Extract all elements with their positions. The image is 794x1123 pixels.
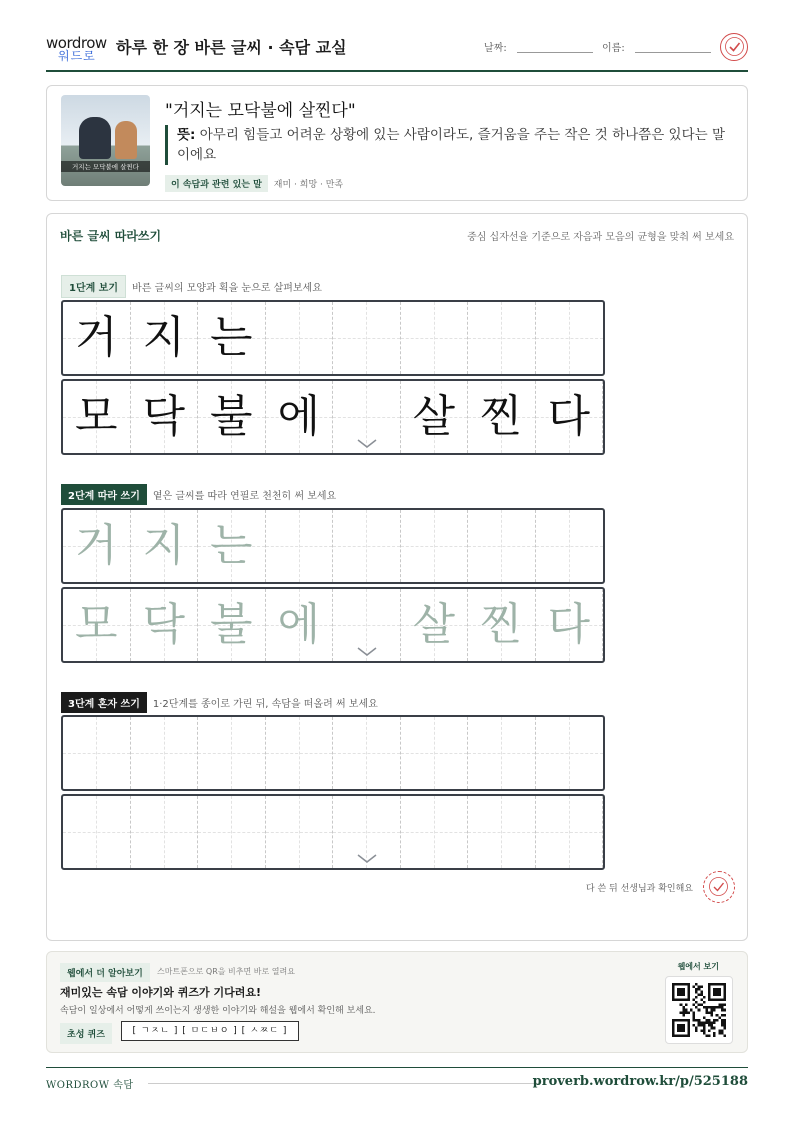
- proverb-illustration: [61, 95, 150, 186]
- grid-cell: [63, 717, 131, 789]
- proverb-title: "거지는 모닥불에 살찐다": [165, 101, 356, 121]
- web-description: 속담이 일상에서 어떻게 쓰이는지 생생한 이야기와 해설을 웹에서 확인해 보세요.: [60, 1006, 376, 1016]
- grid-char: 살: [412, 599, 455, 650]
- step-1-desc: 바른 글씨의 모양과 획을 눈으로 살펴보세요: [132, 283, 322, 294]
- page-header: [46, 30, 748, 72]
- grid-cell: [536, 510, 604, 582]
- check-stamp-icon: [720, 33, 748, 61]
- initial-quiz-answer: [ ㄱㅈㄴ ] [ ㅁㄷㅂㅇ ] [ ㅅㅉㄷ ]: [121, 1021, 299, 1041]
- web-headline: 재미있는 속담 이야기와 퀴즈가 기다려요!: [60, 986, 261, 999]
- grid-cell: [63, 510, 131, 582]
- grid-cell: [131, 589, 199, 661]
- step-1-header: [61, 275, 322, 298]
- grid-char: 는: [209, 520, 253, 571]
- step-1-line-1: [61, 300, 605, 376]
- proverb-meaning: [165, 125, 725, 165]
- step-2-tag: 2단계 따라 쓰기: [61, 484, 147, 505]
- grid-cell: [63, 381, 131, 453]
- grid-char: 닥: [142, 391, 185, 442]
- grid-cell: [131, 796, 199, 868]
- name-blank[interactable]: [635, 43, 711, 53]
- step-1-tag: 1단계 보기: [61, 275, 126, 298]
- grid-cell: [63, 589, 131, 661]
- grid-cell: [468, 302, 536, 374]
- name-label: 이름:: [602, 43, 625, 54]
- grid-cell: [198, 510, 266, 582]
- grid-char: 다: [547, 599, 590, 650]
- grid-cell: [468, 589, 536, 661]
- step-3-desc: 1·2단계를 종이로 가린 뒤, 속담을 떠올려 써 보세요: [152, 699, 378, 710]
- grid-char: 거: [74, 520, 118, 571]
- practice-hint: 중심 십자선을 기준으로 자음과 모음의 균형을 맞춰 써 보세요: [467, 232, 734, 243]
- fire-figure-icon: [115, 121, 137, 159]
- grid-cell: [266, 589, 334, 661]
- good-job-stamp-icon: [703, 871, 735, 903]
- qr-hint: 스마트폰으로 QR을 비추면 바로 열려요: [157, 967, 295, 976]
- grid-char: 불: [209, 391, 253, 442]
- grid-char: 살: [412, 391, 455, 442]
- grid-cell: [131, 302, 199, 374]
- grid-cell: [536, 717, 604, 789]
- meaning-text: 아무리 힘들고 어려운 상황에 있는 사람이라도, 즐거움을 주는 작은 것 하나쯤은 있다는 말이에요: [177, 127, 726, 163]
- grid-cell: [468, 510, 536, 582]
- meaning-label: 뜻:: [177, 127, 196, 143]
- teacher-check-note: 다 쓴 뒤 선생님과 확인해요: [585, 884, 693, 894]
- grid-cell: [198, 589, 266, 661]
- grid-char: 지: [142, 312, 185, 363]
- grid-cell: [401, 717, 469, 789]
- web-promo-box: [46, 951, 748, 1053]
- logo-wordmark: wordrow: [46, 34, 107, 52]
- grid-cell: [63, 302, 131, 374]
- related-label: 이 속담과 관련 있는 말: [165, 175, 268, 192]
- grid-cell: [198, 796, 266, 868]
- date-field[interactable]: [484, 39, 593, 54]
- grid-cell: [63, 796, 131, 868]
- related-words: [165, 175, 343, 192]
- grid-char: 거: [74, 312, 118, 363]
- worksheet-title: 하루 한 장 바른 글씨 · 속담 교실: [116, 38, 347, 57]
- grid-cell: [536, 796, 604, 868]
- initial-quiz-label: 초성 퀴즈: [60, 1023, 112, 1044]
- footer-divider: [46, 1067, 748, 1068]
- grid-char: 다: [547, 391, 590, 442]
- grid-char: 에: [277, 599, 320, 650]
- grid-cell: [401, 302, 469, 374]
- grid-char: 모: [74, 599, 118, 650]
- grid-cell: [131, 381, 199, 453]
- related-list: 재미 · 희망 · 만족: [273, 180, 344, 190]
- step-2-header: [61, 484, 336, 505]
- grid-char: 지: [142, 520, 185, 571]
- grid-cell: [333, 717, 401, 789]
- grid-cell: [401, 381, 469, 453]
- grid-cell: [198, 381, 266, 453]
- grid-cell: [401, 589, 469, 661]
- step-2-desc: 옅은 글씨를 따라 연필로 천천히 써 보세요: [152, 491, 337, 502]
- illustration-caption: 거지는 모닥불에 살찐다: [61, 161, 150, 172]
- grid-cell: [266, 796, 334, 868]
- step-3-header: [61, 692, 378, 713]
- footer-brand: WORDROW 속담: [46, 1080, 134, 1091]
- grid-cell: [536, 589, 604, 661]
- date-blank[interactable]: [517, 43, 593, 53]
- grid-cell: [536, 302, 604, 374]
- grid-char: 모: [74, 391, 118, 442]
- grid-char: 닥: [142, 599, 185, 650]
- person-figure-icon: [79, 117, 111, 159]
- web-more-chip: 웹에서 더 알아보기: [60, 963, 150, 982]
- step-2-line-1[interactable]: [61, 508, 605, 584]
- logo-korean: 워드로: [58, 49, 96, 63]
- name-field[interactable]: [602, 39, 711, 54]
- chevron-down-icon: [357, 439, 377, 449]
- footer-rule: [148, 1083, 538, 1084]
- step-3-line-1[interactable]: [61, 715, 605, 791]
- grid-cell: [468, 796, 536, 868]
- wordrow-logo[interactable]: [46, 34, 108, 64]
- proverb-card: [46, 85, 748, 201]
- qr-code-icon[interactable]: [665, 976, 733, 1044]
- grid-char: 찐: [479, 599, 523, 650]
- grid-cell: [266, 302, 334, 374]
- grid-cell: [333, 510, 401, 582]
- date-label: 날짜:: [484, 43, 507, 54]
- chevron-down-icon: [357, 647, 377, 657]
- grid-cell: [266, 717, 334, 789]
- grid-char: 는: [209, 312, 253, 363]
- grid-cell: [401, 796, 469, 868]
- grid-cell: [131, 510, 199, 582]
- practice-title: 바른 글씨 따라쓰기: [60, 229, 162, 243]
- grid-cell: [131, 717, 199, 789]
- grid-cell: [266, 510, 334, 582]
- chevron-down-icon: [357, 854, 377, 864]
- grid-cell: [536, 381, 604, 453]
- grid-cell: [333, 302, 401, 374]
- grid-cell: [198, 717, 266, 789]
- grid-char: 찐: [479, 391, 523, 442]
- grid-cell: [401, 510, 469, 582]
- qr-label: 웹에서 보기: [677, 962, 719, 971]
- grid-char: 에: [277, 391, 320, 442]
- grid-cell: [468, 381, 536, 453]
- grid-char: 불: [209, 599, 253, 650]
- step-3-tag: 3단계 혼자 쓰기: [61, 692, 147, 713]
- footer-url-link[interactable]: proverb.wordrow.kr/p/525188: [532, 1074, 748, 1089]
- step-2-line-2[interactable]: [61, 587, 605, 663]
- step-3-line-2[interactable]: [61, 794, 605, 870]
- grid-cell: [198, 302, 266, 374]
- grid-cell: [266, 381, 334, 453]
- practice-section: [46, 213, 748, 941]
- step-1-line-2: [61, 379, 605, 455]
- grid-cell: [468, 717, 536, 789]
